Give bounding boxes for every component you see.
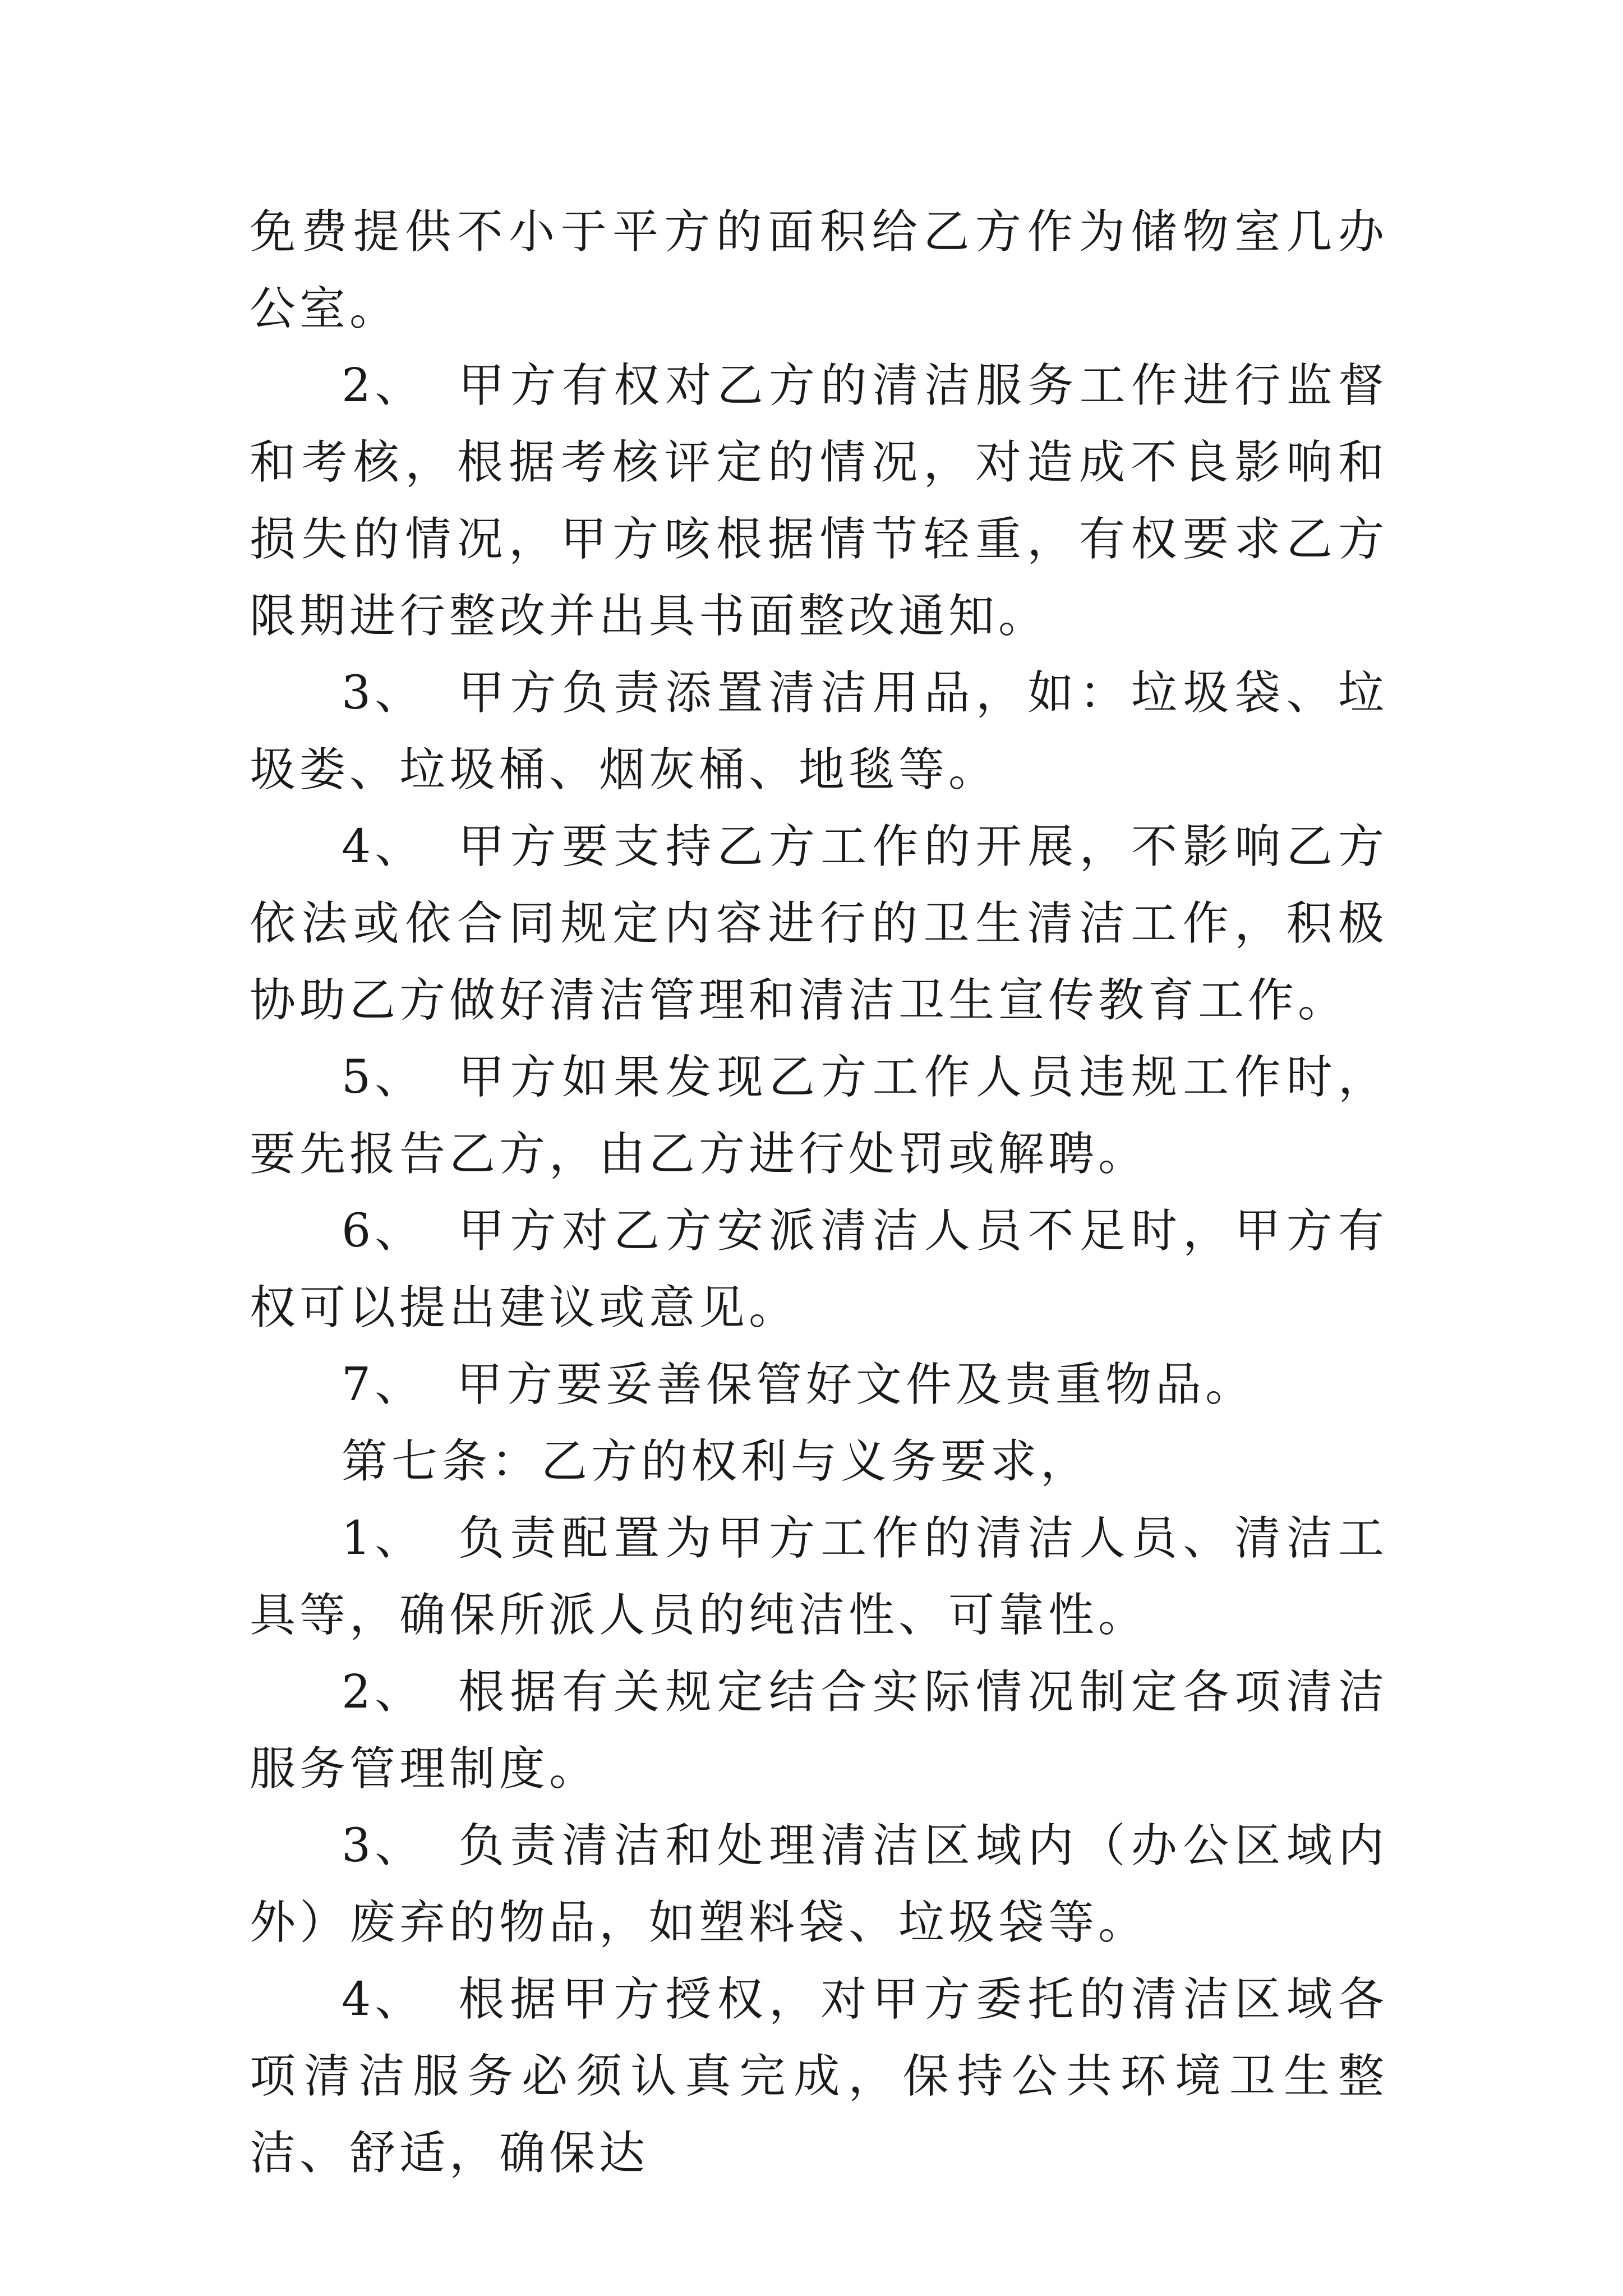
paragraph-10 (250, 1807, 1388, 1961)
paragraph-2 (250, 655, 1388, 808)
section-heading-article-7 (250, 1423, 1388, 1500)
paragraph-8 (250, 1500, 1388, 1654)
item-number: 6、 (342, 1204, 425, 1258)
item-number: 7、 (342, 1358, 425, 1411)
item-number: 4、 (342, 1973, 425, 2026)
paragraph-text: 根据有关规定结合实际情况制定各项清洁服务管理制度。 (250, 1665, 1388, 1796)
paragraph-1 (250, 347, 1388, 655)
item-number: 4、 (342, 820, 425, 873)
item-number: 3、 (342, 666, 425, 720)
paragraph-5 (250, 1193, 1388, 1346)
paragraph-text: 甲方要支持乙方工作的开展，不影响乙方依法或依合同规定内容进行的卫生清洁工作，积极协助乙方做好清洁管理和清洁卫生宣传教育工作。 (250, 820, 1388, 1027)
item-number: 3、 (342, 1819, 425, 1872)
paragraph-6 (250, 1346, 1388, 1423)
item-number: 5、 (342, 1051, 425, 1104)
paragraph-9 (250, 1654, 1388, 1807)
paragraph-text: 甲方有权对乙方的清洁服务工作进行监督和考核，根据考核评定的情况，对造成不良影响和损失的情况，甲方咳根据情节轻重，有权要求乙方限期进行整改并出具书面整改通知。 (250, 359, 1388, 643)
paragraph-text: 第七条：乙方的权利与义务要求， (342, 1435, 1091, 1488)
item-number: 2、 (342, 359, 425, 412)
paragraph-11 (250, 1961, 1388, 2192)
paragraph-text: 负责清洁和处理清洁区域内（办公区域内外）废弃的物品，如塑料袋、垃圾袋等。 (250, 1819, 1388, 1949)
item-number: 2、 (342, 1665, 425, 1719)
paragraph-text: 负责配置为甲方工作的清洁人员、清洁工具等，确保所派人员的纯洁性、可靠性。 (250, 1512, 1388, 1642)
paragraph-text: 甲方对乙方安派清洁人员不足时，甲方有权可以提出建议或意见。 (250, 1204, 1388, 1335)
paragraph-text: 根据甲方授权，对甲方委托的清洁区域各项清洁服务必须认真完成，保持公共环境卫生整洁、舒适，确保达 (250, 1973, 1388, 2180)
paragraph-text: 甲方要妥善保管好文件及贵重物品。 (457, 1358, 1256, 1411)
paragraph-0 (250, 194, 1388, 347)
paragraph-3 (250, 808, 1388, 1039)
paragraph-text: 甲方如果发现乙方工作人员违规工作时，要先报告乙方，由乙方进行处罚或解聘。 (250, 1051, 1388, 1181)
paragraph-4 (250, 1039, 1388, 1193)
item-number: 1、 (342, 1512, 425, 1565)
paragraph-text: 甲方负责添置清洁用品，如：垃圾袋、垃圾娄、垃圾桶、烟灰桶、地毯等。 (250, 666, 1388, 797)
paragraph-text: 免费提供不小于平方的面积给乙方作为储物室几办公室。 (250, 205, 1388, 335)
document-body (250, 194, 1388, 2192)
